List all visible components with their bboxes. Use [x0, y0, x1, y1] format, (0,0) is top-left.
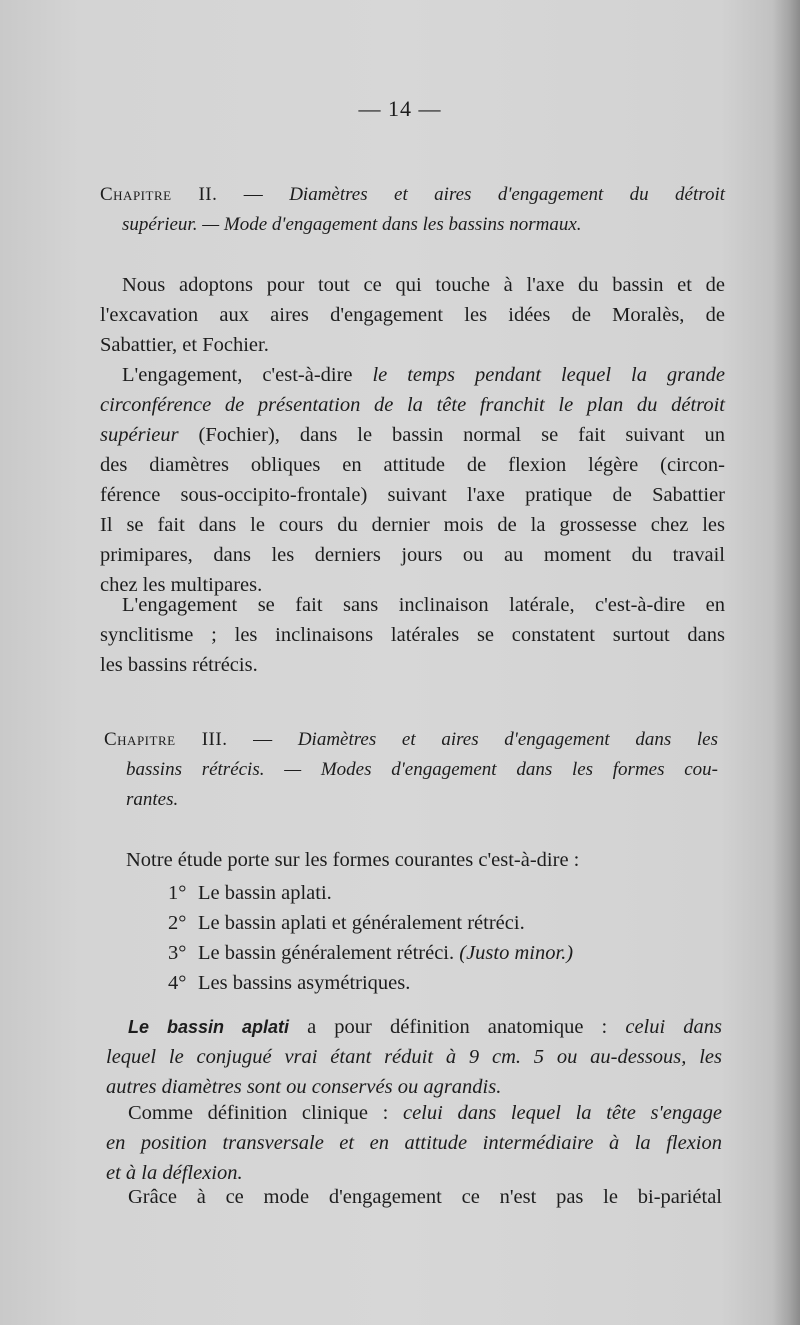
paragraph-3-line1: L'engagement se fait sans inclinaison latérale, c'est-à-dire en	[122, 594, 725, 616]
paragraph-5-italic3: autres diamètres sont ou conservés ou agrandis.	[106, 1076, 502, 1098]
paragraph-5	[106, 1012, 722, 1102]
paragraph-3	[100, 590, 725, 680]
chapter-2-label: Chapitre II.	[100, 184, 218, 205]
paragraph-4	[126, 845, 686, 875]
paragraph-5-bold: Le bassin aplati	[128, 1017, 289, 1037]
paragraph-2	[100, 360, 725, 600]
paragraph-6	[106, 1098, 722, 1188]
paragraph-2-line6: Il se fait dans le cours du dernier mois de la grossesse chez les	[100, 514, 725, 536]
paragraph-2-line7: primipares, dans les derniers jours ou au moment du travail	[100, 544, 725, 566]
chapter-3-heading	[104, 725, 718, 815]
page-number: — 14 —	[358, 96, 442, 121]
paragraph-2-italic3: supérieur	[100, 424, 179, 446]
chapter-2-title-line2: supérieur. — Mode d'engagement dans les bassins normaux.	[122, 214, 582, 235]
paragraph-1-line1: Nous adoptons pour tout ce qui touche à l'axe du bassin et de	[122, 274, 725, 296]
forms-list	[168, 878, 573, 998]
paragraph-1-line2: l'excavation aux aires d'engagement les idées de Moralès, de	[100, 304, 725, 326]
paragraph-3-line2: synclitisme ; les inclinaisons latérales se constatent surtout dans	[100, 624, 725, 646]
chapter-2-title-line1: Diamètres et aires d'engagement du détroit	[289, 184, 725, 205]
chapter-3-dash: —	[253, 729, 273, 750]
paragraph-1-line3: Sabattier, et Fochier.	[100, 334, 269, 356]
paragraph-2-intro: L'engagement, c'est-à-dire	[122, 364, 353, 386]
paragraph-2-italic1: le temps pendant lequel la grande	[372, 364, 725, 386]
paragraph-5-italic1: celui dans	[625, 1016, 723, 1038]
chapter-3-title-line1: Diamètres et aires d'engagement dans les	[297, 729, 718, 750]
paragraph-6-italic2: en position transversale et en attitude intermédiaire à la flexion	[106, 1132, 722, 1154]
paragraph-6-intro: Comme définition clinique :	[128, 1102, 389, 1124]
paragraph-6-italic1: celui dans lequel la tête s'engage	[402, 1102, 723, 1124]
paragraph-2-line8: chez les multipares.	[100, 574, 263, 596]
paragraph-2-line4: des diamètres obliques en attitude de flexion légère (circon-	[100, 454, 725, 476]
chapter-3-label: Chapitre III.	[104, 729, 228, 750]
page-edge-shadow	[772, 0, 800, 1325]
paragraph-6-italic3: et à la déflexion.	[106, 1162, 243, 1184]
paragraph-1	[100, 270, 725, 360]
chapter-3-title-line2: bassins rétrécis. — Modes d'engagement dans les formes cou-	[126, 759, 718, 780]
chapter-2-heading	[100, 180, 725, 240]
list-item: 1° Le bassin aplati.	[168, 882, 332, 904]
paragraph-5-italic2: lequel le conjugué vrai étant réduit à 9 cm. 5 ou au-dessous, les	[106, 1046, 722, 1068]
chapter-3-title-line3: rantes.	[126, 789, 179, 810]
paragraph-5-rest1: a pour définition anatomique :	[307, 1016, 608, 1038]
list-item: 3° Le bassin généralement rétréci. (Justo minor.)	[168, 942, 574, 964]
paragraph-2-italic2: circonférence de présentation de la tête franchit le plan du détroit	[100, 394, 725, 416]
list-item: 2° Le bassin aplati et généralement rétréci.	[168, 912, 525, 934]
paragraph-2-line5: férence sous-occipito-frontale) suivant l'axe pratique de Sabattier	[100, 484, 725, 506]
paragraph-7	[106, 1182, 722, 1212]
list-item: 4° Les bassins asymétriques.	[168, 972, 411, 994]
chapter-2-dash: —	[243, 184, 263, 205]
paragraph-2-rest3: (Fochier), dans le bassin normal se fait suivant un	[198, 424, 726, 446]
paragraph-4-text: Notre étude porte sur les formes courantes c'est-à-dire :	[126, 849, 580, 871]
list-item-note: (Justo minor.)	[459, 942, 574, 964]
paragraph-7-text: Grâce à ce mode d'engagement ce n'est pas le bi-pariétal	[128, 1186, 722, 1208]
paragraph-3-line3: les bassins rétrécis.	[100, 654, 258, 676]
